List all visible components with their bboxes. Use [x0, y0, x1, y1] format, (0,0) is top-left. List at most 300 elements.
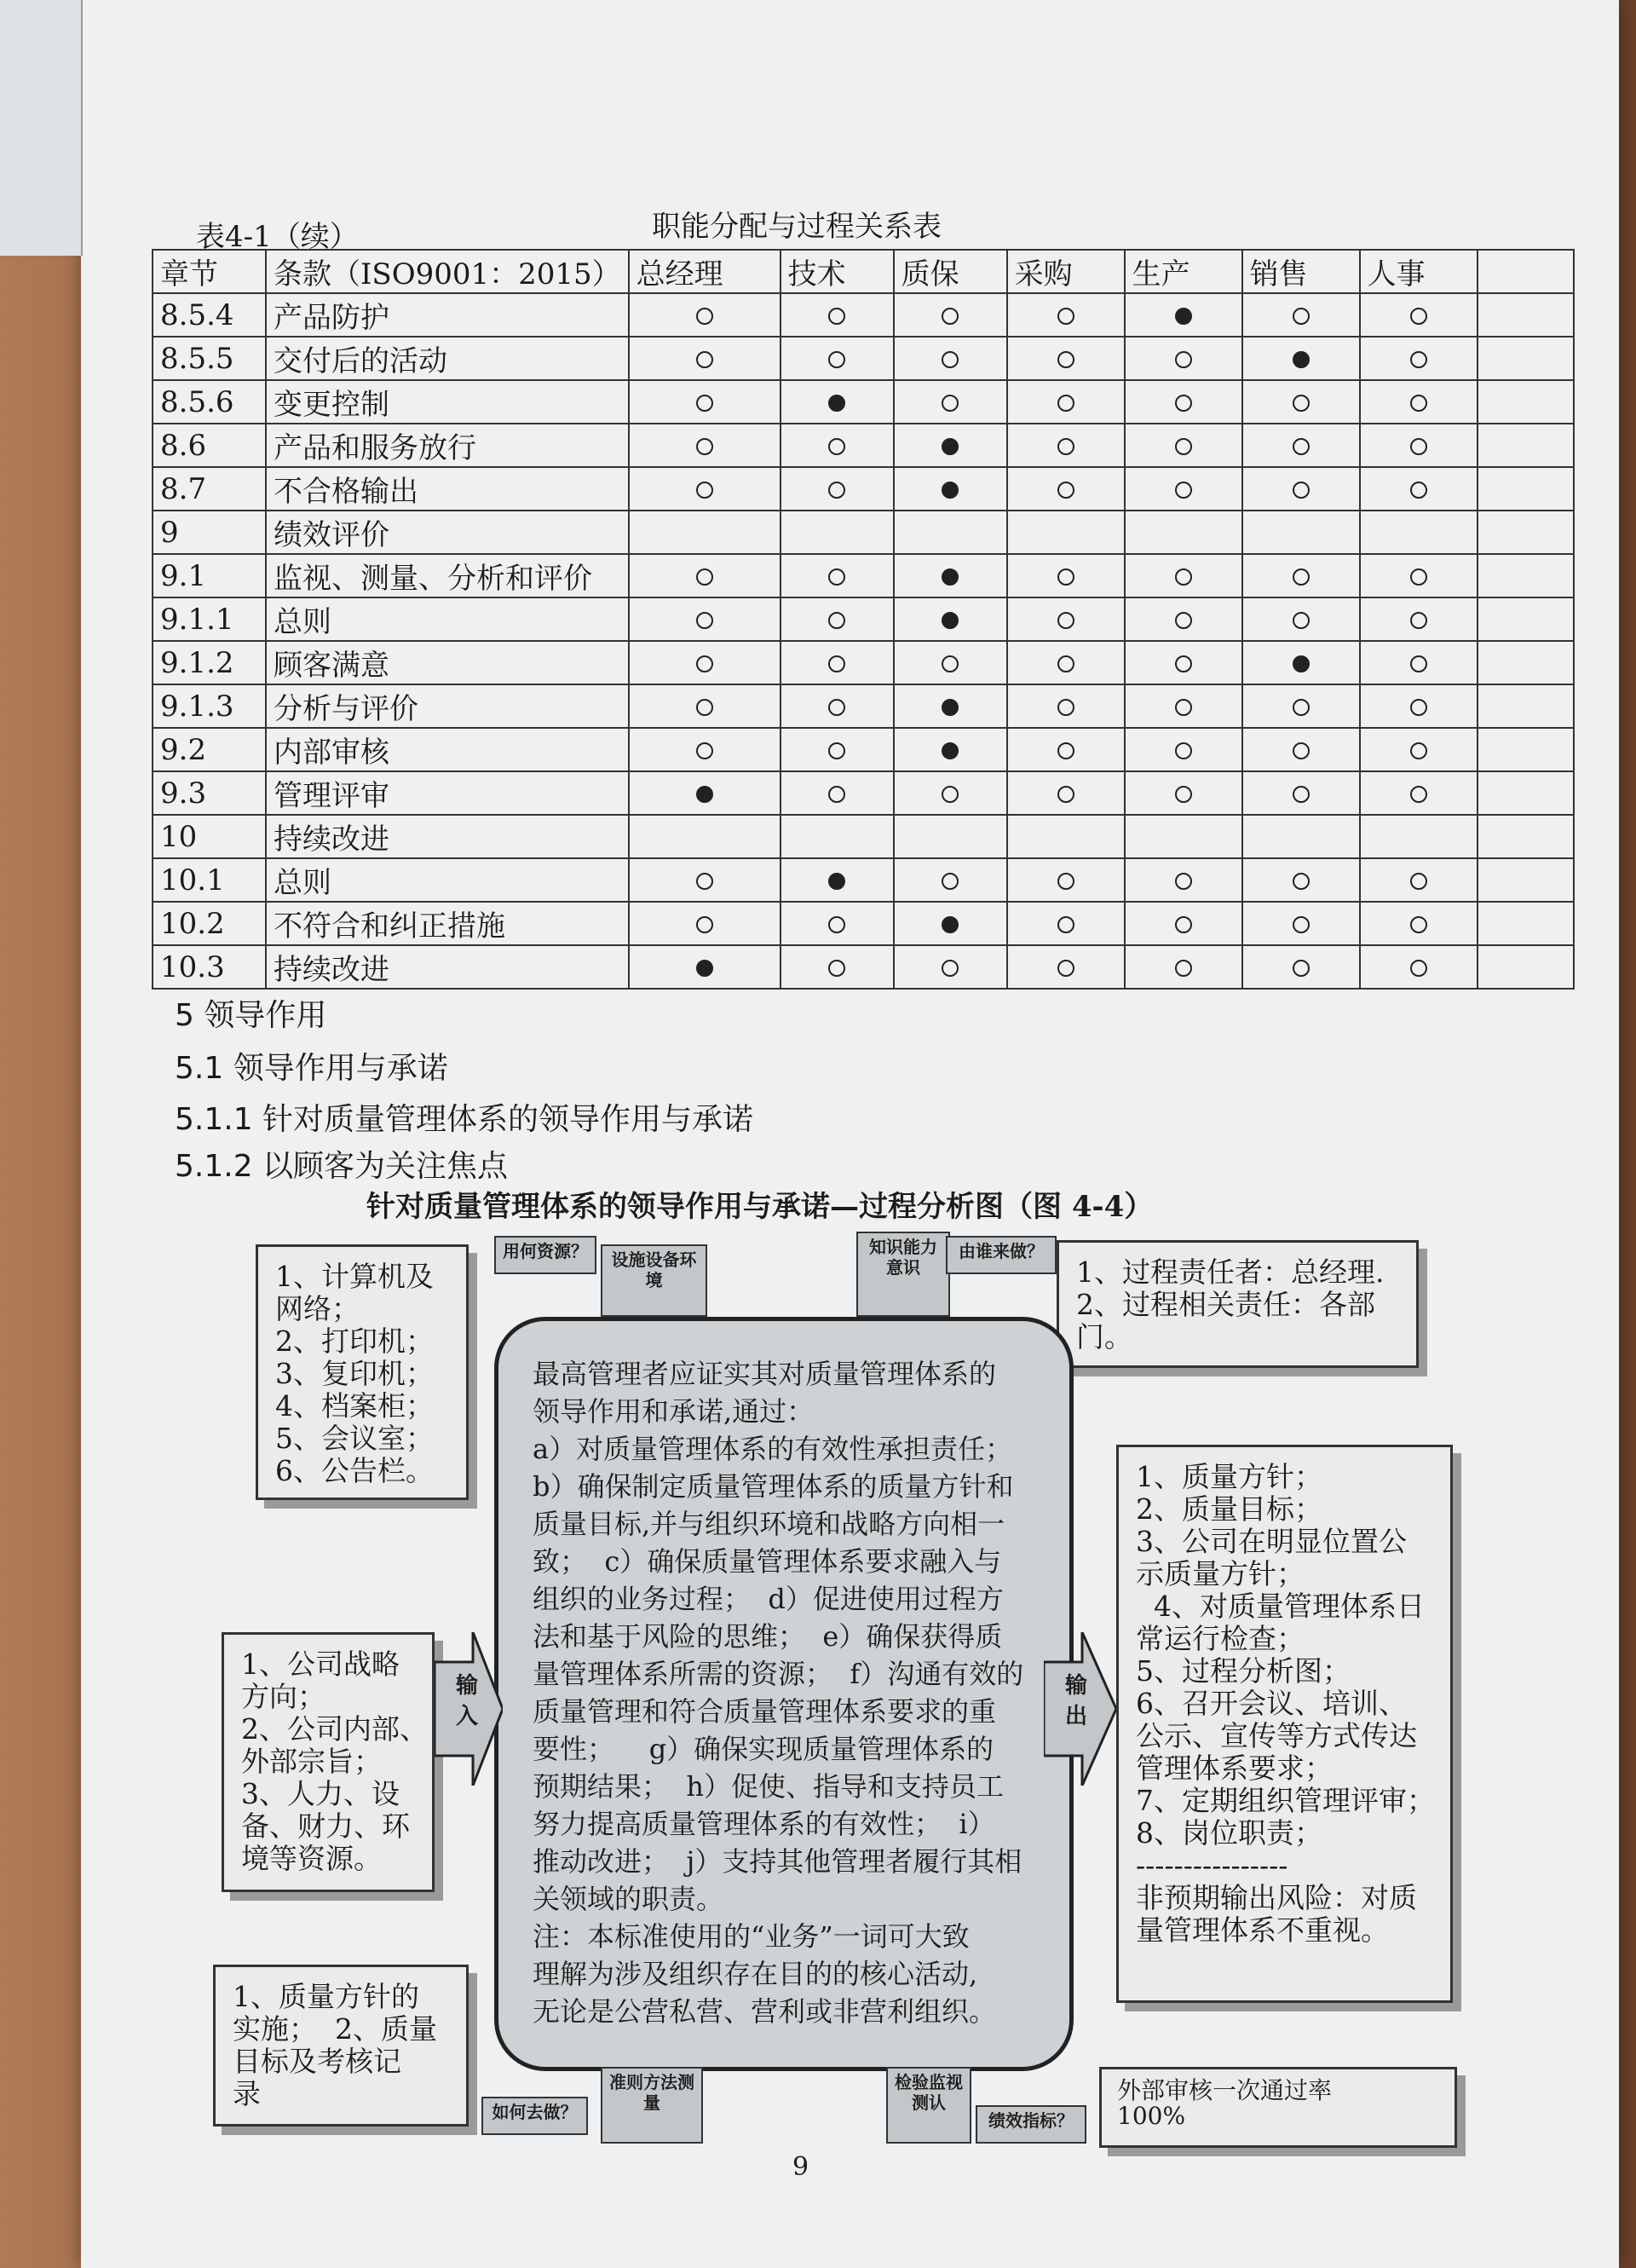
table-row [153, 293, 1574, 337]
marker-cell [894, 945, 1007, 989]
filled-circle-icon [1293, 655, 1310, 672]
filled-circle-icon [1175, 308, 1192, 325]
tab-bottom-right-question: 绩效指标？ [976, 2105, 1086, 2144]
header-cell: 技术 [781, 250, 894, 293]
open-circle-icon [1057, 351, 1074, 368]
open-circle-icon [1175, 699, 1192, 716]
text-line: 2、质量目标； [1136, 1492, 1322, 1526]
page-number: 9 [792, 2152, 809, 2182]
marker-cell [1360, 815, 1478, 858]
marker-cell [1125, 293, 1242, 337]
section-cell: 9.1 [153, 554, 266, 597]
text-line: 要性； g）确保实现质量管理体系的 [533, 1733, 994, 1765]
text-line: 推动改进； j）支持其他管理者履行其相 [533, 1845, 1022, 1878]
open-circle-icon [1410, 308, 1427, 325]
open-circle-icon [828, 351, 845, 368]
table-row [153, 771, 1574, 815]
section-cell: 9.2 [153, 728, 266, 771]
marker-cell [1360, 728, 1478, 771]
inputs-list [241, 1648, 428, 1875]
marker-cell [1007, 684, 1125, 728]
marker-cell [1007, 945, 1125, 989]
table-row [153, 815, 1574, 858]
open-circle-icon [696, 742, 713, 759]
empty-cell [1478, 684, 1574, 728]
section-cell: 9.1.3 [153, 684, 266, 728]
open-circle-icon [1410, 482, 1427, 499]
marker-cell [894, 641, 1007, 684]
open-circle-icon [1057, 873, 1074, 890]
clause-cell: 内部审核 [266, 728, 629, 771]
heading-5: 5 领导作用 [175, 998, 327, 1033]
text-line: 7、定期组织管理评审； [1136, 1784, 1435, 1817]
table-row [153, 902, 1574, 945]
section-cell: 10 [153, 815, 266, 858]
marker-cell [781, 902, 894, 945]
tab-top-left-answer: 设施设备环境 [601, 1244, 707, 1317]
clause-cell: 产品和服务放行 [266, 424, 629, 467]
marker-cell [781, 424, 894, 467]
marker-cell [629, 858, 781, 902]
marker-cell [1125, 902, 1242, 945]
marker-cell [894, 771, 1007, 815]
text-line: 1、过程责任者：总经理. [1076, 1255, 1385, 1289]
text-line: 管理体系要求； [1136, 1751, 1333, 1785]
empty-cell [1478, 728, 1574, 771]
marker-cell [629, 771, 781, 815]
filled-circle-icon [696, 960, 713, 977]
center-process-box [494, 1317, 1074, 2071]
clause-cell: 不符合和纠正措施 [266, 902, 629, 945]
marker-cell [1360, 771, 1478, 815]
marker-cell [1360, 467, 1478, 511]
marker-cell [781, 858, 894, 902]
section-cell: 8.6 [153, 424, 266, 467]
section-cell: 10.3 [153, 945, 266, 989]
marker-cell [1125, 771, 1242, 815]
marker-cell [629, 597, 781, 641]
open-circle-icon [1293, 612, 1310, 629]
empty-cell [1478, 858, 1574, 902]
tab-bottom-left-answer: 准则方法测量 [601, 2067, 703, 2144]
marker-cell [1242, 467, 1360, 511]
clause-cell: 产品防护 [266, 293, 629, 337]
marker-cell [781, 945, 894, 989]
text-line: 网络； [275, 1292, 360, 1325]
empty-cell [1478, 293, 1574, 337]
clause-cell: 持续改进 [266, 945, 629, 989]
open-circle-icon [1410, 699, 1427, 716]
marker-cell [781, 684, 894, 728]
marker-cell [894, 858, 1007, 902]
open-circle-icon [696, 612, 713, 629]
marker-cell [629, 902, 781, 945]
open-circle-icon [696, 351, 713, 368]
text-line: 备、财力、环 [241, 1809, 410, 1843]
open-circle-icon [828, 308, 845, 325]
marker-cell [1007, 337, 1125, 380]
open-circle-icon [1057, 395, 1074, 412]
text-line: 2、公司内部、 [241, 1712, 428, 1746]
table-row [153, 858, 1574, 902]
marker-cell [894, 597, 1007, 641]
text-line: 8、岗位职责； [1136, 1816, 1322, 1850]
section-cell: 10.1 [153, 858, 266, 902]
open-circle-icon [1057, 308, 1074, 325]
marker-cell [781, 728, 894, 771]
clause-cell: 持续改进 [266, 815, 629, 858]
open-circle-icon [1410, 655, 1427, 672]
table-row [153, 337, 1574, 380]
responsible-box [1057, 1240, 1419, 1368]
open-circle-icon [942, 395, 959, 412]
open-circle-icon [1410, 873, 1427, 890]
table-row [153, 554, 1574, 597]
filled-circle-icon [942, 568, 959, 586]
text-line: 1、质量方针； [1136, 1460, 1322, 1493]
marker-cell [894, 815, 1007, 858]
resources-list [275, 1261, 449, 1487]
marker-cell [781, 815, 894, 858]
section-cell: 8.5.5 [153, 337, 266, 380]
marker-cell [1125, 597, 1242, 641]
marker-cell [1242, 945, 1360, 989]
text-line: 门。 [1076, 1320, 1132, 1353]
heading-5-1: 5.1 领导作用与承诺 [175, 1051, 448, 1086]
text-line: 关领域的职责。 [533, 1883, 724, 1915]
open-circle-icon [1293, 873, 1310, 890]
section-cell: 9.3 [153, 771, 266, 815]
text-line: 5、过程分析图； [1136, 1654, 1351, 1688]
marker-cell [629, 380, 781, 424]
tab-top-right-question: 由谁来做？ [946, 1236, 1057, 1274]
marker-cell [1125, 511, 1242, 554]
clause-cell: 管理评审 [266, 771, 629, 815]
marker-cell [1007, 424, 1125, 467]
filled-circle-icon [942, 438, 959, 455]
open-circle-icon [1410, 786, 1427, 803]
marker-cell [629, 554, 781, 597]
marker-cell [1125, 684, 1242, 728]
output-label: 输出 [1065, 1673, 1088, 1729]
marker-cell [629, 815, 781, 858]
marker-cell [781, 554, 894, 597]
text-line: 4、档案柜； [275, 1389, 434, 1423]
section-cell: 9.1.2 [153, 641, 266, 684]
table-row [153, 467, 1574, 511]
text-line: 非预期输出风险：对质 [1136, 1881, 1417, 1914]
marker-cell [1360, 684, 1478, 728]
table-row [153, 684, 1574, 728]
text-line: 3、人力、设 [241, 1777, 400, 1810]
open-circle-icon [1410, 438, 1427, 455]
open-circle-icon [1410, 742, 1427, 759]
open-circle-icon [828, 612, 845, 629]
text-line: 质量管理和符合质量管理体系要求的重 [533, 1695, 997, 1728]
clause-cell: 绩效评价 [266, 511, 629, 554]
header-cell: 销售 [1242, 250, 1360, 293]
open-circle-icon [1057, 568, 1074, 586]
open-circle-icon [696, 395, 713, 412]
open-circle-icon [828, 960, 845, 977]
open-circle-icon [1057, 916, 1074, 933]
outputs-box [1116, 1445, 1453, 2003]
open-circle-icon [1293, 742, 1310, 759]
open-circle-icon [696, 916, 713, 933]
marker-cell [1125, 337, 1242, 380]
marker-cell [1360, 641, 1478, 684]
empty-cell [1478, 641, 1574, 684]
open-circle-icon [696, 568, 713, 586]
text-line: 目标及考核记 [233, 2045, 401, 2078]
marker-cell [1007, 511, 1125, 554]
open-circle-icon [828, 568, 845, 586]
open-circle-icon [696, 482, 713, 499]
clause-cell: 不合格输出 [266, 467, 629, 511]
open-circle-icon [1293, 568, 1310, 586]
open-circle-icon [1057, 786, 1074, 803]
text-line: 3、复印机； [275, 1357, 434, 1390]
methods-box [213, 1965, 469, 2127]
filled-circle-icon [696, 786, 713, 803]
table-row [153, 728, 1574, 771]
text-line: 组织的业务过程； d）促进使用过程方 [533, 1583, 1004, 1615]
open-circle-icon [828, 482, 845, 499]
filled-circle-icon [942, 699, 959, 716]
heading-5-1-2: 5.1.2 以顾客为关注焦点 [175, 1149, 509, 1184]
open-circle-icon [1293, 786, 1310, 803]
text-line: 4、对质量管理体系日 [1136, 1590, 1425, 1623]
open-circle-icon [942, 873, 959, 890]
marker-cell [1242, 337, 1360, 380]
text-line: 量管理体系所需的资源； f）沟通有效的 [533, 1658, 1024, 1690]
open-circle-icon [696, 873, 713, 890]
open-circle-icon [1057, 612, 1074, 629]
header-cell: 生产 [1125, 250, 1242, 293]
marker-cell [1360, 554, 1478, 597]
table-header-row [153, 250, 1574, 293]
marker-cell [1125, 815, 1242, 858]
clause-cell: 总则 [266, 858, 629, 902]
section-cell: 8.5.4 [153, 293, 266, 337]
open-circle-icon [1175, 438, 1192, 455]
marker-cell [1242, 815, 1360, 858]
marker-cell [781, 380, 894, 424]
clause-cell: 监视、测量、分析和评价 [266, 554, 629, 597]
open-circle-icon [1175, 612, 1192, 629]
text-line: 无论是公营私营、营利或非营利组织。 [533, 1995, 997, 2028]
filled-circle-icon [942, 612, 959, 629]
open-circle-icon [1057, 960, 1074, 977]
text-line: 预期结果； h）促使、指导和支持员工 [533, 1770, 1004, 1803]
open-circle-icon [696, 438, 713, 455]
marker-cell [1125, 380, 1242, 424]
empty-cell [1478, 771, 1574, 815]
text-line: 致； c）确保质量管理体系要求融入与 [533, 1545, 1002, 1578]
marker-cell [894, 684, 1007, 728]
section-cell: 9.1.1 [153, 597, 266, 641]
marker-cell [894, 511, 1007, 554]
text-line: 方向； [241, 1680, 325, 1713]
marker-cell [1242, 684, 1360, 728]
marker-cell [1125, 641, 1242, 684]
open-circle-icon [1175, 351, 1192, 368]
marker-cell [894, 554, 1007, 597]
text-line: 注：本标准使用的“业务”一词可大致 [533, 1920, 970, 1953]
inputs-box [222, 1632, 435, 1892]
open-circle-icon [828, 699, 845, 716]
marker-cell [1360, 597, 1478, 641]
filled-circle-icon [828, 395, 845, 412]
marker-cell [894, 380, 1007, 424]
marker-cell [1242, 771, 1360, 815]
marker-cell [1242, 902, 1360, 945]
text-line: 最高管理者应证实其对质量管理体系的 [533, 1358, 997, 1390]
page-curl [0, 0, 83, 256]
open-circle-icon [1175, 916, 1192, 933]
clause-cell: 顾客满意 [266, 641, 629, 684]
open-circle-icon [942, 655, 959, 672]
open-circle-icon [1293, 916, 1310, 933]
marker-cell [781, 337, 894, 380]
tab-top-left-question: 用何资源？ [494, 1236, 596, 1274]
marker-cell [894, 902, 1007, 945]
marker-cell [781, 293, 894, 337]
open-circle-icon [1175, 482, 1192, 499]
marker-cell [629, 728, 781, 771]
open-circle-icon [942, 786, 959, 803]
heading-5-1-1: 5.1.1 针对质量管理体系的领导作用与承诺 [175, 1102, 754, 1137]
marker-cell [1242, 641, 1360, 684]
marker-cell [1007, 902, 1125, 945]
text-line: 6、公告栏。 [275, 1454, 434, 1487]
text-line: 法和基于风险的思维； e）确保获得质 [533, 1620, 1003, 1653]
empty-cell [1478, 424, 1574, 467]
marker-cell [781, 597, 894, 641]
marker-cell [1007, 728, 1125, 771]
marker-cell [1242, 858, 1360, 902]
text-line: a）对质量管理体系的有效性承担责任； [533, 1433, 1013, 1465]
text-line: ---------------- [1136, 1849, 1288, 1882]
marker-cell [1007, 467, 1125, 511]
marker-cell [629, 337, 781, 380]
marker-cell [894, 728, 1007, 771]
empty-cell [1478, 337, 1574, 380]
open-circle-icon [696, 308, 713, 325]
table-row [153, 380, 1574, 424]
marker-cell [629, 511, 781, 554]
tab-top-right-answer: 知识能力意识 [856, 1232, 950, 1317]
open-circle-icon [1175, 873, 1192, 890]
open-circle-icon [1293, 482, 1310, 499]
open-circle-icon [942, 351, 959, 368]
marker-cell [1242, 728, 1360, 771]
open-circle-icon [828, 438, 845, 455]
open-circle-icon [1057, 742, 1074, 759]
text-line: 5、会议室； [275, 1422, 434, 1455]
header-cell: 条款（ISO9001：2015） [266, 250, 629, 293]
marker-cell [1242, 554, 1360, 597]
text-line: 1、公司战略 [241, 1648, 400, 1681]
clause-cell: 变更控制 [266, 380, 629, 424]
header-cell: 人事 [1360, 250, 1478, 293]
marker-cell [1242, 424, 1360, 467]
open-circle-icon [1293, 308, 1310, 325]
text-line: 2、打印机； [275, 1324, 434, 1358]
marker-cell [1007, 771, 1125, 815]
open-circle-icon [1175, 960, 1192, 977]
text-line: 100% [1117, 2102, 1186, 2130]
marker-cell [629, 641, 781, 684]
open-circle-icon [942, 308, 959, 325]
filled-circle-icon [942, 916, 959, 933]
text-line: 努力提高质量管理体系的有效性； i） [533, 1808, 995, 1840]
open-circle-icon [1057, 699, 1074, 716]
marker-cell [1360, 293, 1478, 337]
marker-cell [1125, 858, 1242, 902]
section-cell: 8.7 [153, 467, 266, 511]
text-line: 外部宗旨； [241, 1745, 382, 1778]
text-line: 量管理体系不重视。 [1136, 1913, 1389, 1947]
marker-cell [781, 511, 894, 554]
table-row [153, 511, 1574, 554]
clause-cell: 总则 [266, 597, 629, 641]
marker-cell [894, 467, 1007, 511]
text-line: 1、计算机及 [275, 1260, 434, 1293]
marker-cell [1007, 858, 1125, 902]
empty-cell [1478, 815, 1574, 858]
section-cell: 10.2 [153, 902, 266, 945]
open-circle-icon [828, 742, 845, 759]
empty-cell [1478, 597, 1574, 641]
open-circle-icon [1057, 438, 1074, 455]
filled-circle-icon [942, 742, 959, 759]
kpi-list [1117, 2078, 1439, 2129]
methods-list [233, 1981, 449, 2110]
header-cell: 总经理 [629, 250, 781, 293]
marker-cell [1360, 945, 1478, 989]
marker-cell [1125, 424, 1242, 467]
text-line: 1、质量方针的 [233, 1980, 419, 2013]
marker-cell [1125, 467, 1242, 511]
marker-cell [1360, 380, 1478, 424]
text-line: b）确保制定质量管理体系的质量方针和 [533, 1470, 1014, 1503]
marker-cell [1360, 511, 1478, 554]
tab-bottom-left-question: 如何去做？ [481, 2097, 588, 2135]
header-cell: 采购 [1007, 250, 1125, 293]
text-line: 常运行检查； [1136, 1622, 1305, 1655]
open-circle-icon [1175, 395, 1192, 412]
marker-cell [781, 467, 894, 511]
marker-cell [1360, 424, 1478, 467]
text-line: 示质量方针； [1136, 1557, 1305, 1590]
table-caption-center: 职能分配与过程关系表 [652, 210, 942, 244]
text-line: 质量目标,并与组织环境和战略方向相一 [533, 1508, 1005, 1540]
tab-bottom-right-answer: 检验监视测认 [886, 2067, 971, 2144]
marker-cell [1007, 380, 1125, 424]
open-circle-icon [1410, 960, 1427, 977]
section-cell: 9 [153, 511, 266, 554]
marker-cell [1007, 293, 1125, 337]
open-circle-icon [1410, 395, 1427, 412]
marker-cell [1242, 293, 1360, 337]
open-circle-icon [828, 655, 845, 672]
marker-cell [1125, 728, 1242, 771]
text-line: 领导作用和承诺,通过： [533, 1395, 815, 1428]
text-line: 公示、宣传等方式传达 [1136, 1719, 1417, 1752]
marker-cell [1007, 597, 1125, 641]
marker-cell [1242, 380, 1360, 424]
